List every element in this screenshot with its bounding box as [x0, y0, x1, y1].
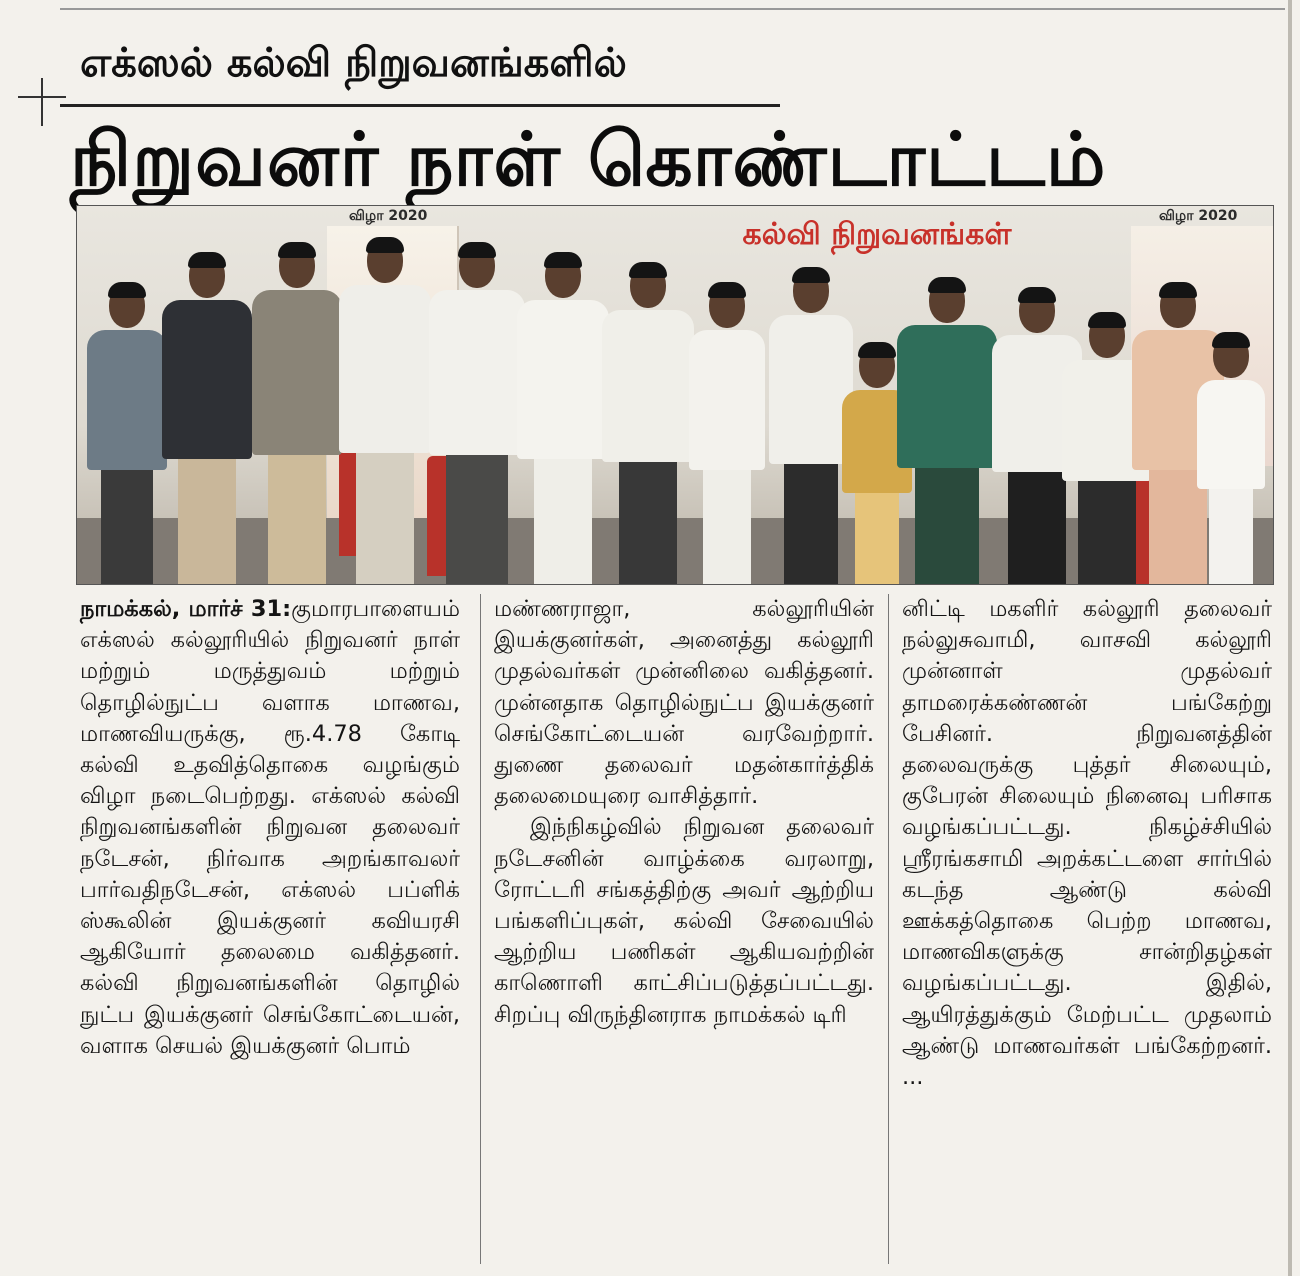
backdrop-tag-left: விழா 2020	[349, 208, 428, 224]
person-legs	[855, 488, 900, 584]
person-torso	[1197, 380, 1265, 489]
person-legs	[1209, 484, 1253, 584]
person-legs	[784, 458, 838, 584]
column-1	[80, 594, 460, 1264]
person-torso	[339, 285, 431, 453]
person-hair	[629, 262, 667, 278]
person-silhouette	[689, 284, 765, 584]
person-silhouette	[252, 244, 342, 584]
person-hair	[792, 267, 830, 283]
person-torso	[769, 315, 853, 464]
person-legs	[915, 462, 979, 584]
person-legs	[446, 448, 507, 584]
person-torso	[87, 330, 167, 470]
person-torso	[517, 300, 609, 459]
column-1-text: குமாரபாளையம் எக்ஸல் கல்லூரியில் நிறுவனர் நாள் மற்றும் மருத்துவம் மற்றும் தொழில்நுட்ப வளாக மாணவ, மாணவியருக்கு, ரூ.4.78 கோடி கல்வி உதவித்தொகை வழங்கும் விழா நடைபெற்றது. எக்ஸல் கல்வி நிறுவனங்களின் நிறுவன தலைவர் நடேசன், நிர்வாக அறங்காவலர் பார்வதிநடேசன், எக்ஸல் பப்ளிக் ஸ்கூலின் இயக்குனர் கவியரசி ஆகியோர் தலைமை வகித்தனர். கல்வி நிறுவனங்களின் தொழில் நுட்ப இயக்குனர் செங்கோட்டையன், வளாக செயல் இயக்குனர் பொம்	[80, 596, 460, 1059]
person-hair	[188, 252, 226, 268]
person-silhouette	[602, 264, 694, 584]
column-2-paragraph-1: மண்ணராஜா, கல்லூரியின் இயக்குனர்கள், அனைத்து கல்லூரி முதல்வர்கள் முன்னிலை வகித்தனர். முன்னதாக தொழில்நுட்ப இயக்குனர் செங்கோட்டையன் வரவேற்றார். துணை தலைவர் மதன்கார்த்திக் தலைமையுரை வாசித்தார்.	[494, 596, 874, 810]
article-body	[76, 594, 1272, 1264]
person-legs	[268, 448, 326, 584]
continuation-marker: ...	[902, 1064, 924, 1091]
crop-mark-icon-vertical	[41, 78, 43, 126]
person-hair	[278, 242, 316, 258]
page-edge	[1288, 0, 1292, 1276]
person-torso	[162, 300, 252, 459]
person-hair	[544, 252, 582, 268]
person-hair	[928, 277, 966, 293]
column-3	[902, 594, 1272, 1264]
person-torso	[897, 325, 997, 468]
person-legs	[619, 456, 678, 584]
person-silhouette	[1197, 334, 1265, 584]
person-hair	[1088, 312, 1126, 328]
person-silhouette	[162, 254, 252, 584]
main-headline: நிறுவனர் நாள் கொண்டாட்டம்	[70, 117, 1107, 203]
column-2	[494, 594, 874, 1264]
person-silhouette	[429, 244, 525, 584]
kicker-headline: எக்ஸல் கல்வி நிறுவனங்களில்	[80, 40, 627, 86]
person-hair	[108, 282, 146, 298]
person-torso	[689, 330, 765, 470]
person-silhouette	[517, 254, 609, 584]
person-hair	[366, 237, 404, 253]
backdrop-tag-right: விழா 2020	[1159, 208, 1238, 224]
dateline: நாமக்கல், மார்ச் 31:	[80, 596, 292, 622]
person-legs	[101, 464, 152, 584]
person-hair	[708, 282, 746, 298]
person-hair	[458, 242, 496, 258]
person-torso	[429, 290, 525, 455]
person-legs	[1008, 466, 1066, 584]
backdrop-banner: கல்வி நிறுவனங்கள்	[742, 216, 1012, 252]
top-border	[60, 8, 1285, 10]
column-divider	[888, 594, 889, 1264]
column-3-text: னிட்டி மகளிர் கல்லூரி தலைவர் நல்லுசுவாமி, வாசவி கல்லூரி முன்னாள் முதல்வர் தாமரைக்கண்ணன் பங்கேற்று பேசினர். நிறுவனத்தின் தலைவருக்கு புத்தர் சிலையும், குபேரன் சிலையும் நினைவு பரிசாக வழங்கப்பட்டது. நிகழ்ச்சியில் ஸ்ரீரங்கசாமி அறக்கட்டளை சார்பில் கடந்த ஆண்டு கல்வி ஊக்கத்தொகை பெற்ற மாணவ, மாணவிகளுக்கு சான்றிதழ்கள் வழங்கப்பட்டது. இதில், ஆயிரத்துக்கும் மேற்பட்ட முதலாம் ஆண்டு மாணவர்கள் பங்கேற்றனர்.	[902, 596, 1272, 1059]
person-legs	[534, 452, 593, 584]
person-hair	[858, 342, 896, 358]
column-divider	[480, 594, 481, 1264]
person-silhouette	[769, 269, 853, 584]
person-hair	[1018, 287, 1056, 303]
person-legs	[178, 452, 236, 584]
person-torso	[252, 290, 342, 455]
news-photo	[76, 205, 1274, 585]
person-hair	[1212, 332, 1250, 348]
person-silhouette	[87, 284, 167, 584]
column-2-paragraph-2: இந்நிகழ்வில் நிறுவன தலைவர் நடேசனின் வாழ்க்கை வரலாறு, ரோட்டரி சங்கத்திற்கு அவர் ஆற்றிய பங்களிப்புகள், கல்வி சேவையில் ஆற்றிய பணிகள் ஆகியவற்றின் காணொளி காட்சிப்படுத்தப்பட்டது. சிறப்பு விருந்தினராக நாமக்கல் டிரி	[494, 814, 874, 1028]
kicker-underline	[60, 104, 780, 107]
person-legs	[703, 464, 752, 584]
person-hair	[1159, 282, 1197, 298]
person-legs	[356, 446, 415, 584]
person-legs	[1078, 476, 1136, 584]
person-silhouette	[897, 279, 997, 584]
person-silhouette	[339, 239, 431, 584]
person-torso	[602, 310, 694, 462]
